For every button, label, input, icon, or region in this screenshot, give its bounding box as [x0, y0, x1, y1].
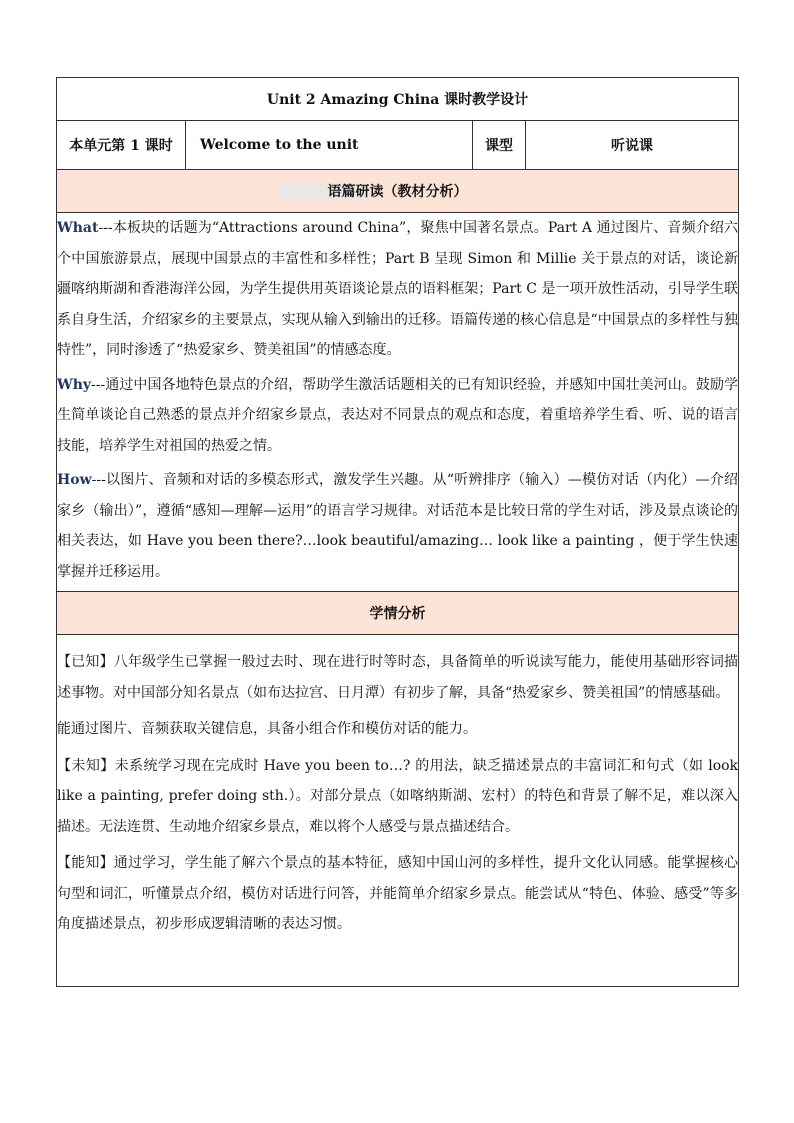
section-learner-analysis-header [57, 592, 739, 635]
info-row [57, 121, 739, 170]
type-value: 听说课 [526, 121, 739, 170]
blank-space [57, 946, 738, 986]
what-text: ---本板块的话题为“Attractions around China”，聚焦中国著名景点。Part A 通过图片、音频介绍六个中国旅游景点，展现中国景点的丰富性和多样性；Part B 呈现 Simon 和 Millie 关于景点的对话，谈论新疆喀纳斯湖和香港海洋公园，为学生提供用英语谈论景点的语料框架；Part C 是一项开放性活动，引导学生联系自身生活，介绍家乡的主要景点，实现从输入到输出的迁移。语篇传递的核心信息是“中国景点的多样性与独特性”，同时渗透了“热爱家乡、赞美祖国”的情感态度。 [57, 220, 739, 358]
unknown-paragraph: 【未知】未系统学习现在完成时 Have you been to…? 的用法，缺乏描述景点的丰富词汇和句式（如 look like a painting, prefer doing sth.）。对部分景点（如喀纳斯湖、宏村）的特色和背景了解不足，难以深入描述。无法连贯、生动地介绍家乡景点，难以将个人感受与景点描述结合。 [57, 757, 739, 835]
learner-analysis-content [57, 635, 739, 987]
how-text: ---以图片、音频和对话的多模态形式，激发学生兴趣。从“听辨排序（输入）—模仿对话（内化）—介绍家乡（输出）”，遵循“感知—理解—运用”的语言学习规律。对话范本是比较日常的学生对话，涉及景点谈论的相关表达，如 Have you been there?…look beautiful/amazing… look like a painting ，便于学生快速掌握并迁移运用。 [57, 472, 739, 580]
title-row [57, 78, 739, 121]
how-key: How [57, 472, 92, 488]
document-title: Unit 2 Amazing China 课时教学设计 [57, 78, 739, 121]
what-key: What [57, 220, 99, 236]
why-key: Why [57, 376, 92, 393]
how-paragraph [57, 465, 738, 587]
section-heading: 学情分析 [57, 592, 739, 635]
able-paragraph: 【能知】通过学习，学生能了解六个景点的基本特征，感知中国山河的多样性，提升文化认同感。能掌握核心句型和词汇，听懂景点介绍，模仿对话进行问答，并能简单介绍家乡景点。能尝试从“特色、体验、感受”等多角度描述景点，初步形成逻辑清晰的表达习惯。 [57, 855, 739, 932]
lesson-plan-table [56, 77, 739, 987]
type-label: 课型 [473, 121, 526, 170]
text-analysis-content [57, 213, 739, 592]
section-learner-analysis-body [57, 635, 739, 987]
section-heading-text: 语篇研读（教材分析） [327, 184, 468, 200]
section-heading [57, 170, 739, 213]
what-paragraph [57, 213, 738, 366]
known-ability-paragraph: 能通过图片、音频获取关键信息，具备小组合作和模仿对话的能力。 [57, 721, 477, 737]
known-paragraph: 【已知】八年级学生已掌握一般过去时、现在进行时等时态，具备简单的听说读写能力，能使用基础形容词描述事物。对中国部分知名景点（如布达拉宫、日月潭）有初步了解，具备“热爱家乡、赞美祖国”的情感基础。 [57, 654, 739, 701]
period-label: 本单元第 1 课时 [57, 121, 186, 170]
section-text-analysis-header [57, 170, 739, 213]
section-text-analysis-body [57, 213, 739, 592]
why-paragraph [57, 370, 738, 462]
why-text: ---通过中国各地特色景点的介绍，帮助学生激活话题相关的已有知识经验，并感知中国壮美河山。鼓励学生简单谈论自己熟悉的景点并介绍家乡景点，表达对不同景点的观点和态度，着重培养学生看、听、说的语言技能，培养学生对祖国的热爱之情。 [57, 376, 739, 454]
lesson-name: Welcome to the unit [186, 121, 473, 170]
